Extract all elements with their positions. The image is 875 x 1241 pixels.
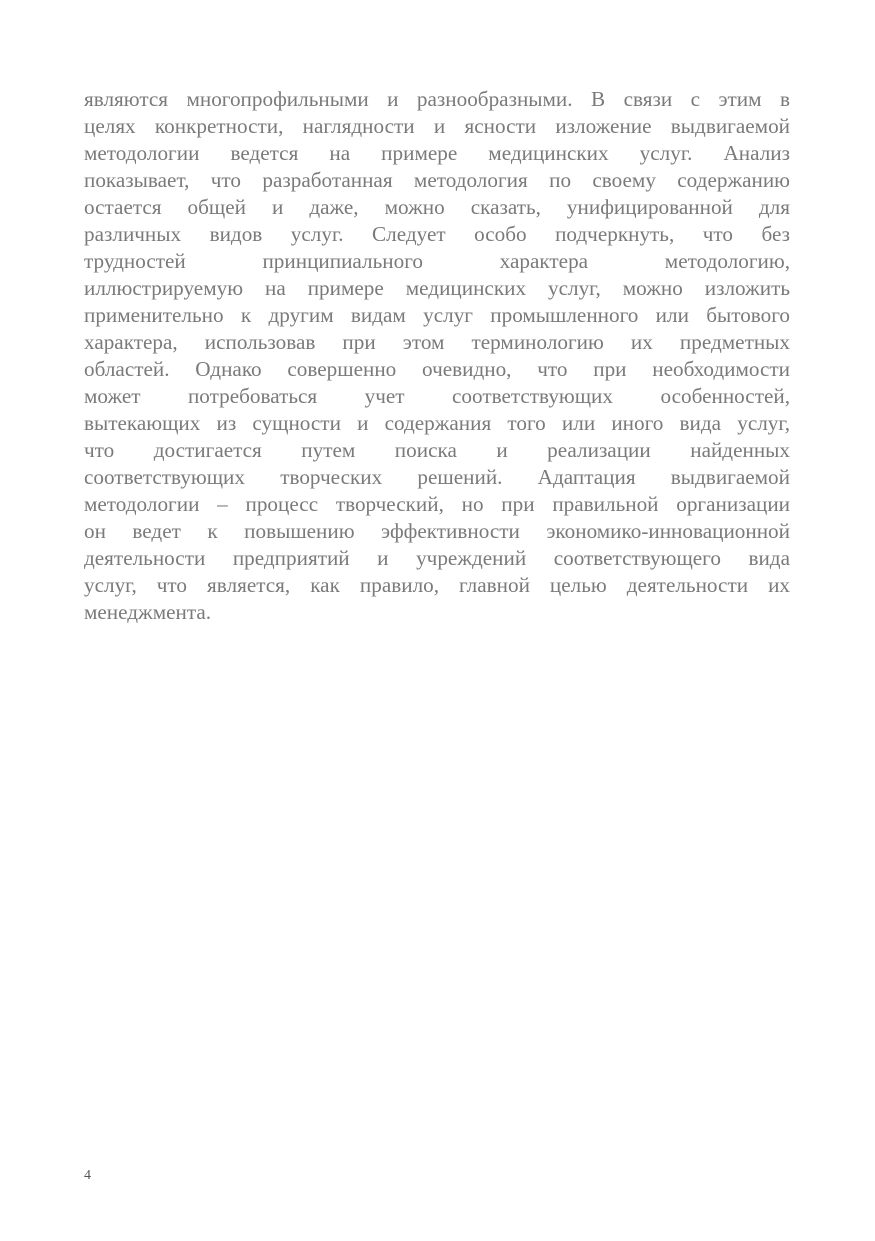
paragraph-line: он ведет к повышению эффективности экономико-инновационной bbox=[84, 519, 790, 543]
paragraph-line: показывает, что разработанная методология по своему содержанию bbox=[84, 168, 790, 192]
paragraph-line: что достигается путем поиска и реализации найденных bbox=[84, 438, 790, 462]
paragraph-line: целях конкретности, наглядности и ясности изложение выдвигаемой bbox=[84, 114, 790, 138]
paragraph-line: методологии – процесс творческий, но при правильной организации bbox=[84, 492, 790, 516]
paragraph-line: областей. Однако совершенно очевидно, что при необходимости bbox=[84, 357, 790, 381]
page-number: 4 bbox=[84, 1168, 91, 1183]
paragraph-line: деятельности предприятий и учреждений соответствующего вида bbox=[84, 546, 790, 570]
paragraph-line: трудностей принципиального характера методологию, bbox=[84, 249, 790, 273]
paragraph-line: методологии ведется на примере медицинских услуг. Анализ bbox=[84, 141, 790, 165]
body-paragraph bbox=[84, 86, 790, 626]
paragraph-line: характера, использовав при этом терминологию их предметных bbox=[84, 330, 790, 354]
paragraph-line: применительно к другим видам услуг промышленного или бытового bbox=[84, 303, 790, 327]
paragraph-line: различных видов услуг. Следует особо подчеркнуть, что без bbox=[84, 222, 790, 246]
paragraph-line: являются многопрофильными и разнообразными. В связи с этим в bbox=[84, 87, 790, 111]
paragraph-line: остается общей и даже, можно сказать, унифицированной для bbox=[84, 195, 790, 219]
paragraph-line: менеджмента. bbox=[84, 600, 212, 624]
paragraph-line: может потребоваться учет соответствующих особенностей, bbox=[84, 384, 790, 408]
paragraph-line: услуг, что является, как правило, главной целью деятельности их bbox=[84, 573, 790, 597]
paragraph-line: иллюстрируемую на примере медицинских услуг, можно изложить bbox=[84, 276, 790, 300]
paragraph-line: вытекающих из сущности и содержания того или иного вида услуг, bbox=[84, 411, 790, 435]
paragraph-line: соответствующих творческих решений. Адаптация выдвигаемой bbox=[84, 465, 790, 489]
